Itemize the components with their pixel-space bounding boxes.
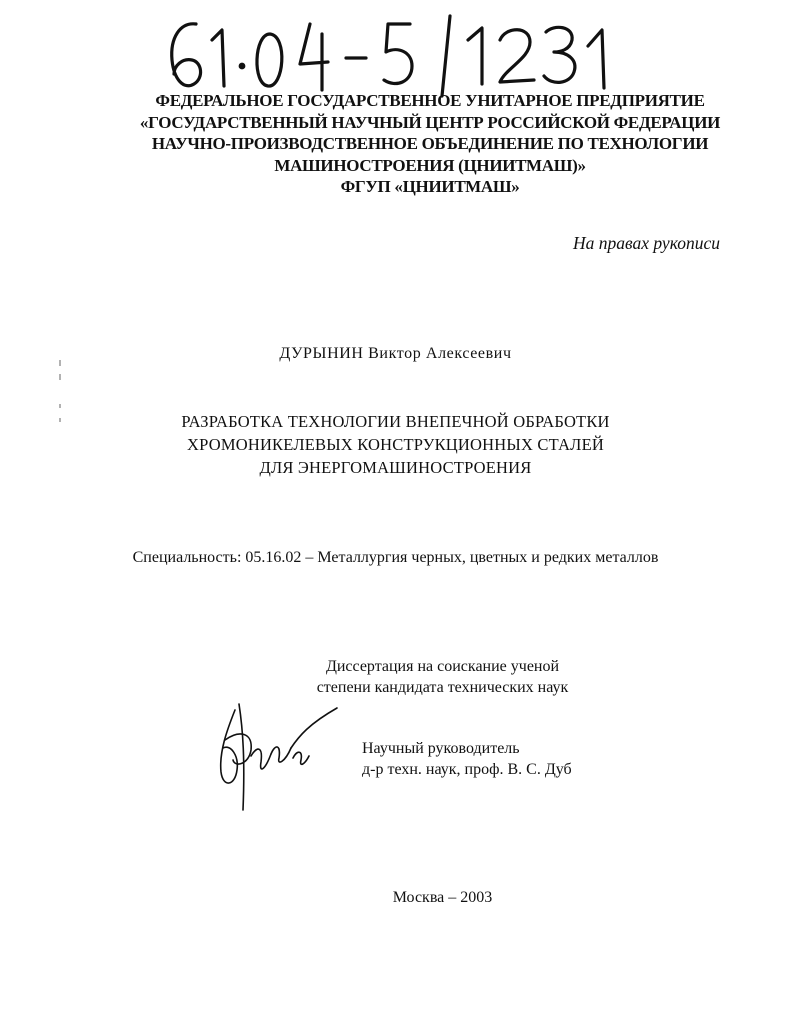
degree-line: Диссертация на соискание ученой — [325, 658, 560, 675]
org-line: НАУЧНО-ПРОИЗВОДСТВЕННОЕ ОБЪЕДИНЕНИЕ ПО ТЕХНОЛОГИИ — [151, 134, 709, 153]
title-line: РАЗРАБОТКА ТЕХНОЛОГИИ ВНЕПЕЧНОЙ ОБРАБОТКИ — [181, 412, 610, 431]
city-year: Москва – 2003 — [392, 889, 493, 906]
rights-note: На правах рукописи — [573, 233, 720, 253]
organization-header — [120, 90, 740, 198]
author-name: ДУРЫНИН Виктор Алексеевич — [279, 345, 512, 362]
dissertation-title — [0, 410, 791, 479]
supervisor-name: д-р техн. наук, проф. В. С. Дуб — [362, 761, 572, 778]
org-line: ФЕДЕРАЛЬНОЕ ГОСУДАРСТВЕННОЕ УНИТАРНОЕ ПРЕДПРИЯТИЕ — [155, 91, 705, 110]
title-line: ДЛЯ ЭНЕРГОМАШИНОСТРОЕНИЯ — [259, 458, 532, 477]
degree-statement — [0, 656, 791, 698]
org-line: МАШИНОСТРОЕНИЯ (ЦНИИТМАШ)» — [274, 155, 586, 175]
org-line: «ГОСУДАРСТВЕННЫЙ НАУЧНЫЙ ЦЕНТР РОССИЙСКОЙ ФЕДЕРАЦИИ — [139, 112, 721, 132]
title-line: ХРОМОНИКЕЛЕВЫХ КОНСТРУКЦИОННЫХ СТАЛЕЙ — [187, 435, 604, 454]
org-line: ФГУП «ЦНИИТМАШ» — [340, 177, 520, 196]
degree-line: степени кандидата технических наук — [316, 679, 569, 696]
supervisor-signature — [205, 700, 355, 825]
supervisor-label: Научный руководитель — [362, 740, 520, 757]
handwritten-archive-number — [150, 10, 630, 98]
supervisor-block — [362, 738, 572, 780]
speciality: Специальность: 05.16.02 – Металлургия черных, цветных и редких металлов — [132, 549, 659, 566]
